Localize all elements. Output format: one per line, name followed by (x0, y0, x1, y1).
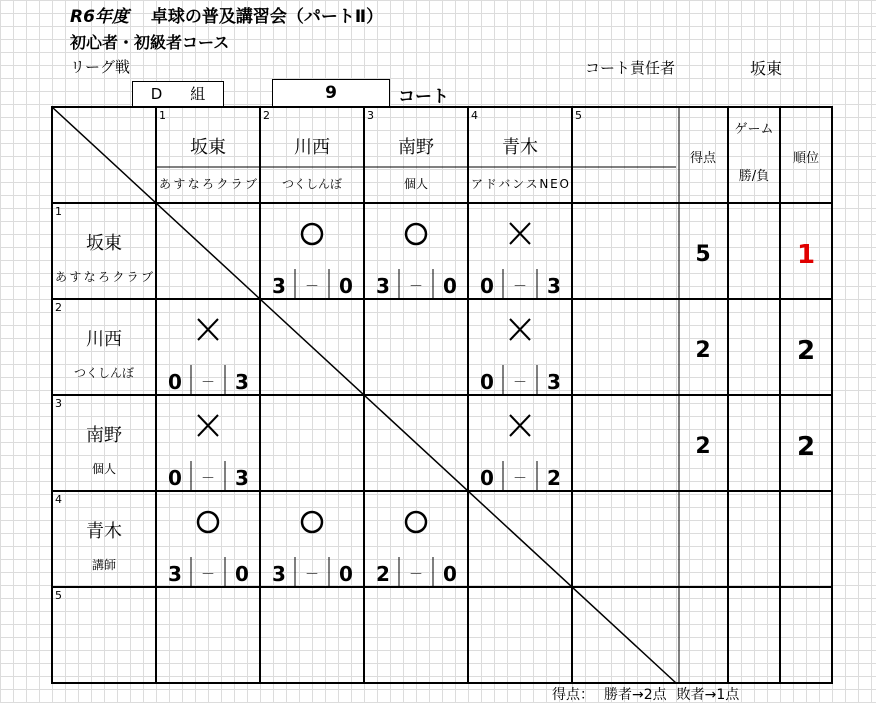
col-player-club: アドバンスNEO (471, 177, 569, 191)
group-label: 組 (190, 85, 206, 103)
row-player-name: 川西 (86, 329, 122, 350)
col-player-name: 川西 (294, 137, 330, 158)
win-mark (406, 512, 426, 532)
col-player-number: 2 (263, 109, 270, 122)
score-dash: － (305, 567, 319, 583)
score-dash: － (201, 375, 215, 391)
score-left: 0 (168, 466, 182, 490)
title-event: 卓球の普及講習会（パートⅡ） (150, 7, 384, 27)
rank-header: 順位 (792, 151, 820, 166)
score-left: 0 (480, 466, 494, 490)
court-manager-label: コート責任者 (585, 59, 676, 77)
title-year: R6年度 (70, 7, 129, 27)
player-rank: 1 (796, 240, 816, 270)
score-dash: － (409, 567, 423, 583)
score-right: 3 (235, 466, 249, 490)
score-left: 0 (168, 370, 182, 394)
court-label: コート (398, 87, 449, 107)
court-manager-name: 坂東 (750, 59, 783, 78)
row-player-number: 4 (55, 493, 62, 506)
game-header: ゲーム (734, 122, 774, 137)
score-right: 0 (339, 562, 353, 586)
score-right: 0 (443, 562, 457, 586)
player-points: 2 (695, 434, 711, 459)
score-left: 3 (272, 274, 286, 298)
row-player-number: 3 (55, 397, 62, 410)
row-player-name: 坂東 (86, 233, 122, 254)
points-header: 得点 (689, 151, 717, 166)
col-player-club: つくしんぼ (281, 177, 343, 191)
score-right: 0 (235, 562, 249, 586)
row-player-number: 2 (55, 301, 62, 314)
col-player-club: あすなろクラブ (159, 177, 257, 191)
score-right: 0 (443, 274, 457, 298)
course-title: 初心者・初級者コース (70, 33, 230, 52)
score-left: 0 (480, 370, 494, 394)
score-dash: － (305, 279, 319, 295)
score-dash: － (409, 279, 423, 295)
win-mark (198, 512, 218, 532)
row-player-name: 南野 (86, 425, 122, 446)
footer-note (552, 684, 749, 704)
score-dash: － (201, 471, 215, 487)
player-rank: 2 (796, 432, 816, 462)
score-right: 3 (547, 370, 561, 394)
win-mark (302, 512, 322, 532)
col-player-number: 5 (575, 109, 582, 122)
player-points: 5 (695, 242, 711, 267)
score-left: 3 (168, 562, 182, 586)
score-left: 3 (376, 274, 390, 298)
row-player-club: あすなろクラブ (55, 270, 153, 284)
score-dash: － (513, 375, 527, 391)
col-player-number: 3 (367, 109, 374, 122)
score-dash: － (513, 279, 527, 295)
score-left: 0 (480, 274, 494, 298)
score-left: 2 (376, 562, 390, 586)
col-player-club: 個人 (403, 177, 429, 191)
footer-loser: 敗者→1点 (676, 687, 740, 703)
win-loss-header: 勝/負 (738, 169, 770, 184)
row-player-number: 5 (55, 589, 62, 602)
score-dash: － (513, 471, 527, 487)
win-mark (302, 224, 322, 244)
score-right: 3 (235, 370, 249, 394)
col-player-name: 青木 (502, 137, 538, 158)
player-points: 2 (695, 338, 711, 363)
footer-label: 得点： (552, 687, 594, 703)
score-right: 3 (547, 274, 561, 298)
col-player-name: 坂東 (190, 137, 226, 158)
score-right: 0 (339, 274, 353, 298)
score-right: 2 (547, 466, 561, 490)
score-left: 3 (272, 562, 286, 586)
row-player-number: 1 (55, 205, 62, 218)
col-player-number: 1 (159, 109, 166, 122)
league-label: リーグ戦 (70, 58, 131, 76)
col-player-number: 4 (471, 109, 478, 122)
col-player-name: 南野 (398, 137, 434, 158)
row-player-club: 個人 (91, 462, 117, 476)
score-dash: － (201, 567, 215, 583)
player-rank: 2 (796, 336, 816, 366)
court-number: 9 (325, 83, 337, 103)
group-letter: D (150, 85, 163, 103)
row-player-name: 青木 (86, 521, 122, 542)
row-player-club: つくしんぼ (73, 366, 135, 380)
row-player-club: 講師 (91, 558, 117, 572)
win-mark (406, 224, 426, 244)
footer-winner: 勝者→2点 (604, 687, 667, 703)
